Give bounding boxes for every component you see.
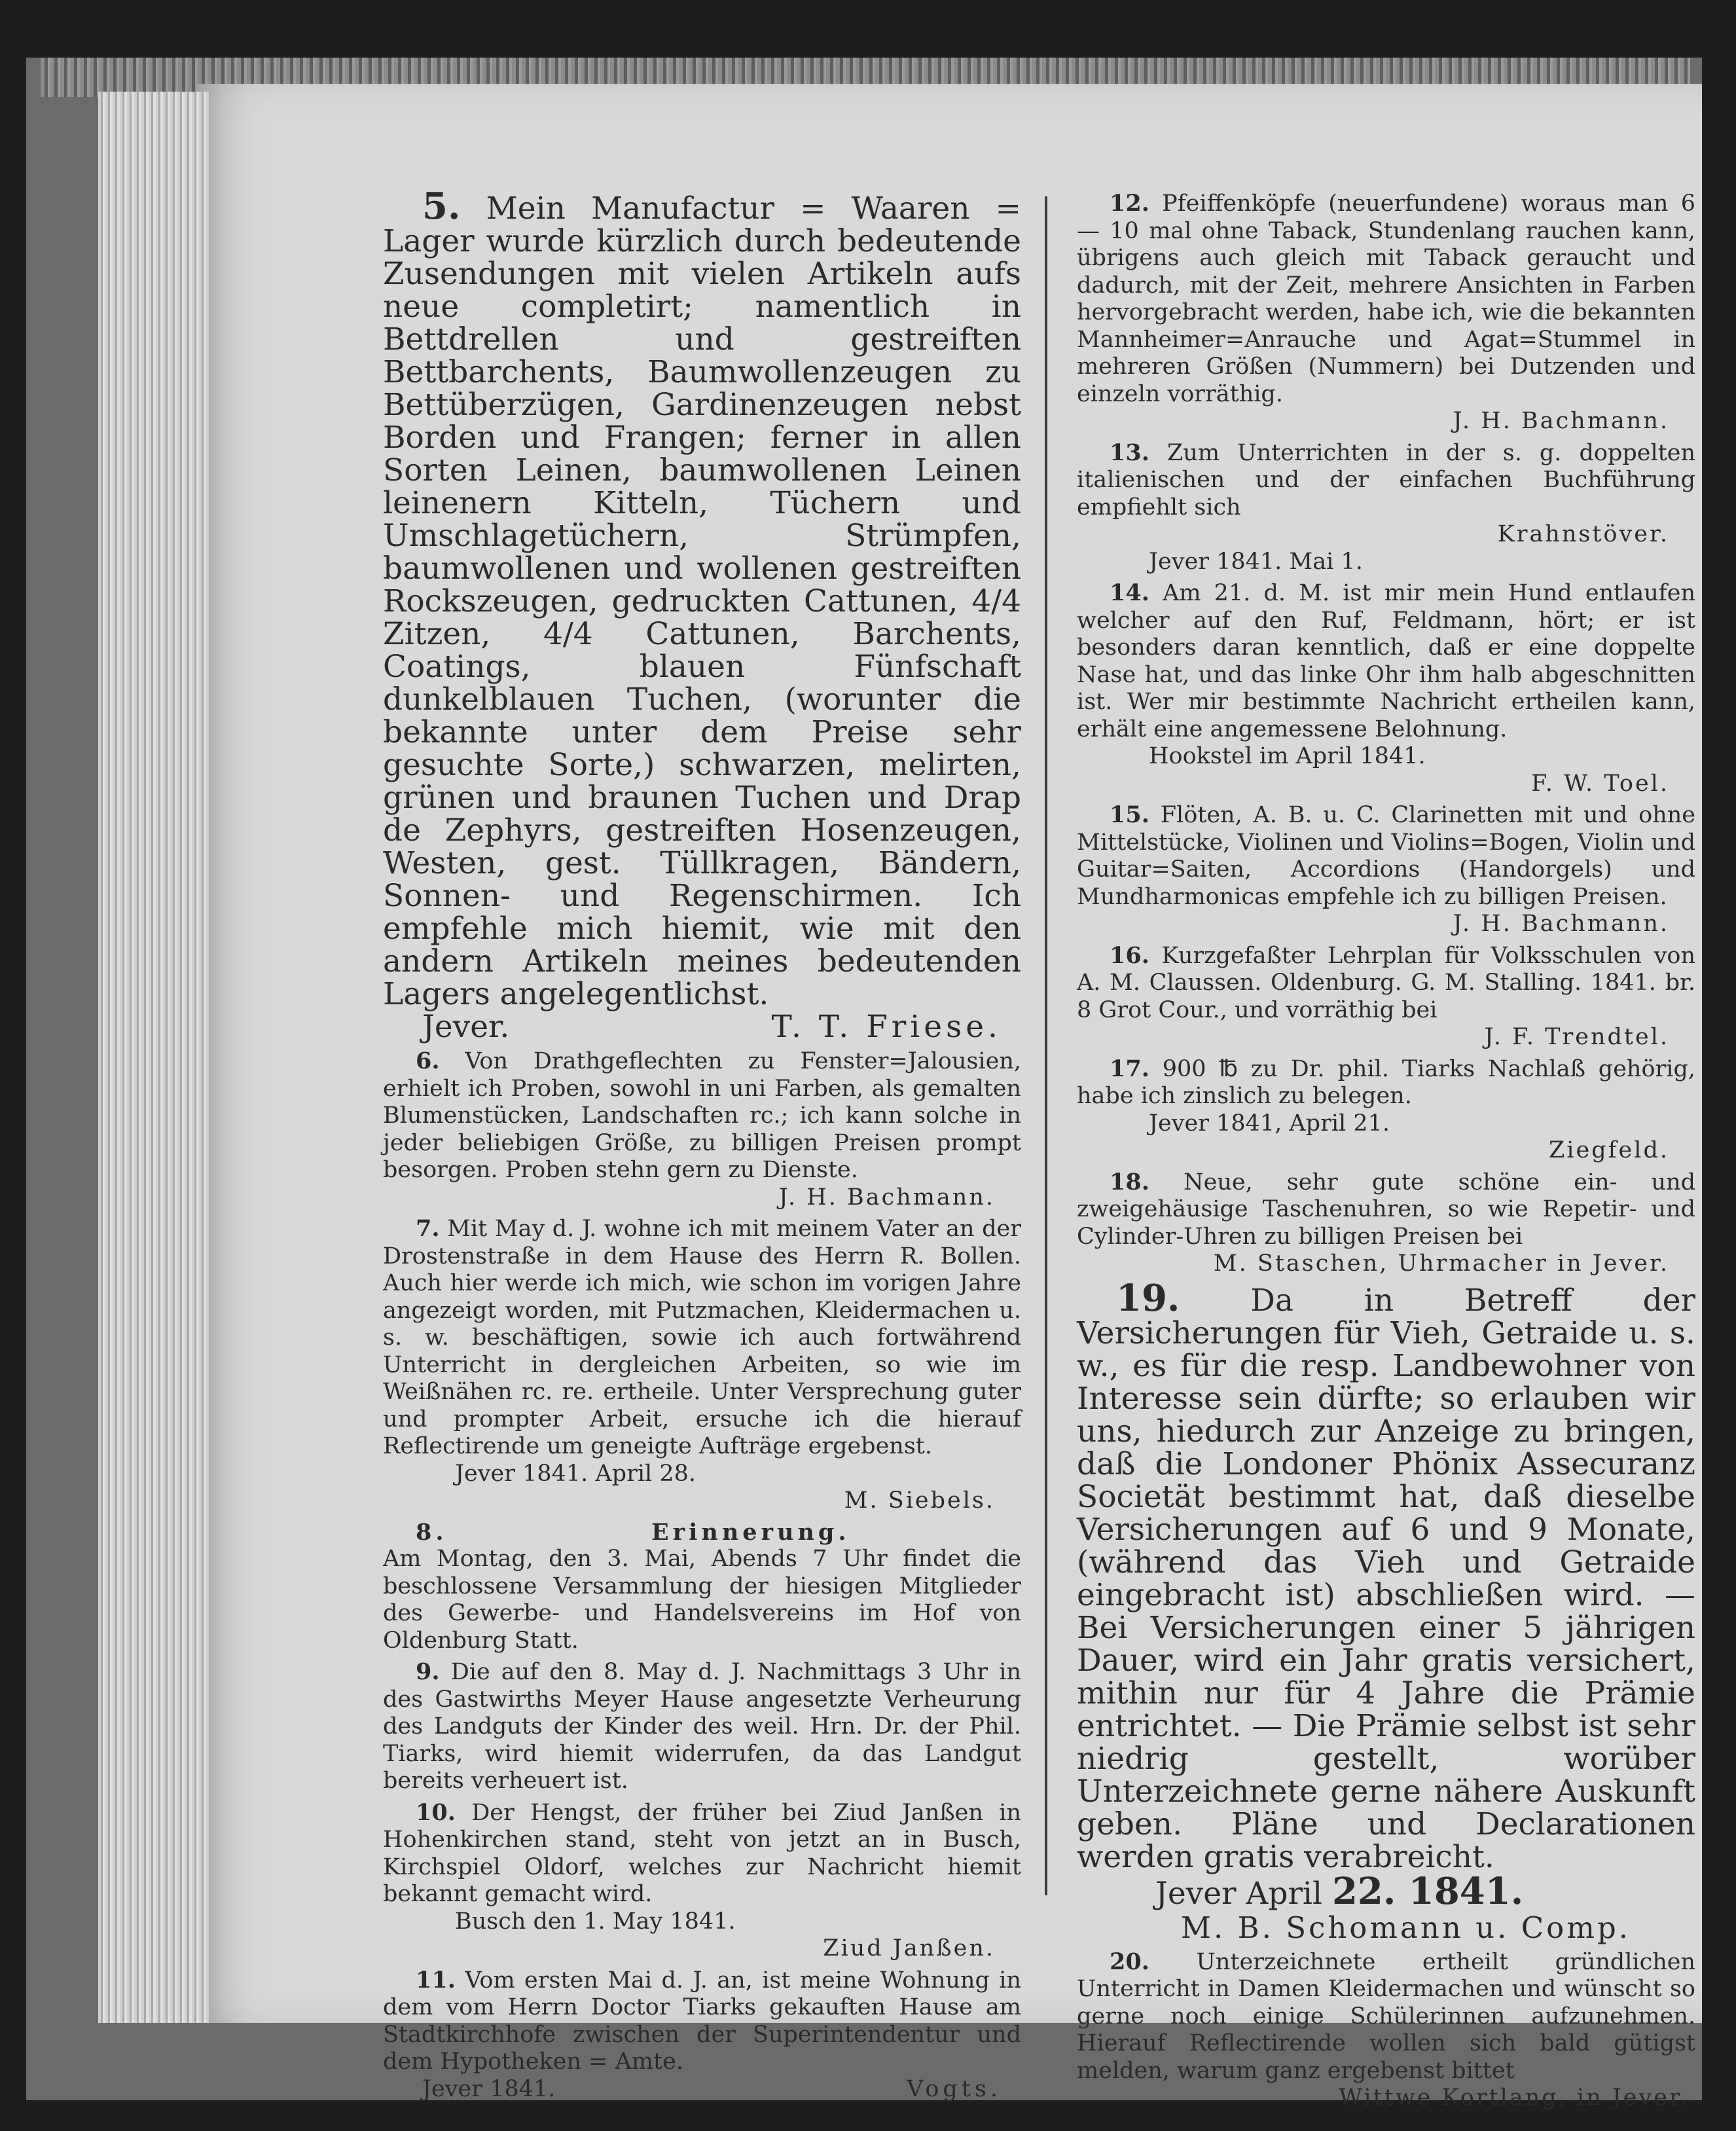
ad-footer bbox=[383, 2076, 1021, 2104]
ad-place: Jever 1841. April 28. bbox=[455, 1460, 696, 1487]
ad-text: Kurzgefaßter Lehrplan für Volksschulen von A. M. Claussen. Oldenburg. G. M. Stalling. 1841. br. 8 Grot Cour., und vorräthig bei bbox=[1077, 942, 1695, 1023]
ad-text: Vom ersten Mai d. J. an, ist meine Wohnung in dem vom Herrn Doctor Tiarks gekauften Hause am Stadtkirchhofe zwischen der Superintendentur und dem Hypotheken = Amte. bbox=[383, 1967, 1021, 2075]
ad-text: Am 21. d. M. ist mir mein Hund entlaufen welcher auf den Ruf, Feldmann, hört; er ist besonders daran kenntlich, daß er eine doppelte Nase hat, und das linke Ohr ihm halb abgeschnitten ist. Wer mir bestimmte Nachricht ertheilen kann, erhält eine angemessene Belohnung. bbox=[1077, 580, 1695, 742]
advertisement-13 bbox=[1077, 439, 1695, 576]
ad-signature: F. W. Toel. bbox=[1531, 770, 1669, 797]
column-divider bbox=[1045, 196, 1047, 1895]
ad-number: 12. bbox=[1110, 190, 1149, 217]
ad-footer bbox=[383, 1011, 1021, 1044]
right-column bbox=[1077, 190, 1695, 2116]
ad-place-date: 22. 1841. bbox=[1331, 1869, 1524, 1913]
ad-text: Zum Unterrichten in der s. g. doppelten italienischen und der einfachen Buchführung empfiehlt sich bbox=[1077, 439, 1695, 520]
ad-signature: M. Staschen, Uhrmacher in Jever. bbox=[1213, 1250, 1669, 1277]
ad-text: Der Hengst, der früher bei Ziud Janßen in Hohenkirchen stand, steht von jetzt an in Busch, Kirchspiel Oldorf, welches zur Nachricht hiemit bekannt gemacht wird. bbox=[383, 1799, 1021, 1907]
advertisement-10 bbox=[383, 1799, 1021, 1963]
advertisement-20 bbox=[1077, 1948, 1695, 2112]
ad-signature: J. H. Bachmann. bbox=[778, 1184, 995, 1211]
ad-text: Mit May d. J. wohne ich mit meinem Vater an der Drostenstraße in dem Hause des Herrn R. Bollen. Auch hier werde ich mich, wie schon im vorigen Jahre angezeigt worden, mit Putzmachen, Kleidermachen u. s. w. beschäftigen, sowie ich auch fortwährend Unterricht in dergleichen Arbeiten, so wie im Weißnähen rc. re. ertheile. Unter Versprechung guter und prompter Arbeit, ersuche ich die hierauf Reflectirende um geneigte Aufträge ergebenst. bbox=[383, 1216, 1021, 1459]
ad-place: Hookstel im April 1841. bbox=[1149, 743, 1426, 769]
ad-signature: T. T. Friese. bbox=[771, 1009, 1002, 1045]
ad-signature: Vogts. bbox=[907, 2075, 1002, 2102]
ad-number: 14. bbox=[1110, 579, 1149, 606]
ad-text: Neue, sehr gute schöne ein- und zweigehäusige Taschenuhren, so wie Repetir- und Cylinder-Uhren zu billigen Preisen bei bbox=[1077, 1169, 1695, 1250]
ad-signature: Ziud Janßen. bbox=[823, 1935, 995, 1961]
ad-text: Von Drathgeflechten zu Fenster=Jalousien, erhielt ich Proben, sowohl in uni Farben, als gemalten Blumenstücken, Landschaften rc.; ich kann solche in jeder beliebigen Größe, zu billigen Preisen prompt besorgen. Proben stehn gern zu Dienste. bbox=[383, 1048, 1021, 1183]
advertisement-19 bbox=[1077, 1276, 1695, 1945]
ad-number: 17. bbox=[1110, 1055, 1149, 1082]
advertisement-17 bbox=[1077, 1055, 1695, 1165]
ad-title: Erinnerung. bbox=[651, 1518, 850, 1546]
ad-place: Jever 1841. Mai 1. bbox=[1149, 548, 1363, 575]
ad-text: Die auf den 8. May d. J. Nachmittags 3 Uhr in des Gastwirths Meyer Hause angesetzte Verheurung des Landguts der Kinder des weil. Hrn. Dr. der Phil. Tiarks, wird hiemit widerrufen, da das Landgut bereits verheuert ist. bbox=[383, 1659, 1021, 1794]
ad-place bbox=[1077, 1869, 1695, 1913]
ad-signature: Krahnstöver. bbox=[1497, 521, 1669, 547]
advertisement-16 bbox=[1077, 942, 1695, 1051]
advertisement-9 bbox=[383, 1658, 1021, 1795]
ad-place: Jever 1841. bbox=[422, 2075, 556, 2102]
advertisement-12 bbox=[1077, 190, 1695, 435]
ad-number: 20. bbox=[1110, 1948, 1149, 1975]
ad-number: 18. bbox=[1110, 1168, 1149, 1195]
advertisement-18 bbox=[1077, 1169, 1695, 1278]
ad-number: 9. bbox=[416, 1658, 440, 1685]
ad-text: Unterzeichnete ertheilt gründlichen Unterricht in Damen Kleidermachen und wünscht so gerne noch einige Schülerinnen aufzunehmen. Hierauf Reflectirende wollen sich bald gütigst melden, warum ganz ergebenst bittet bbox=[1077, 1948, 1695, 2084]
ad-text: Am Montag, den 3. Mai, Abends 7 Uhr findet die beschlossene Versammlung der hiesigen Mitglieder des Gewerbe- und Handelsvereins im Hof von Oldenburg Statt. bbox=[383, 1546, 1021, 1654]
ad-number: 11. bbox=[416, 1966, 456, 1994]
advertisement-8 bbox=[383, 1519, 1021, 1655]
ad-text: Pfeiffenköpfe (neuerfundene) woraus man 6 — 10 mal ohne Taback, Stundenlang rauchen kann, übrigens auch gleich mit Taback geraucht und dadurch, mit der Zeit, mehrere Ansichten in Farben hervorgebracht werden, habe ich, wie die bekannten Mannheimer=Anrauche und Agat=Stummel in mehreren Größen (Nummern) bei Dutzenden und einzeln vorräthig. bbox=[1077, 191, 1695, 407]
ad-signature: Wittwe Kortlang, in Jever. bbox=[1339, 2085, 1689, 2111]
ad-text: Flöten, A. B. u. C. Clarinetten mit und ohne Mittelstücke, Violinen und Violins=Bogen, Violin und Guitar=Saiten, Accordions (Handorgels) und Mundharmonicas empfehle ich zu billigen Preisen. bbox=[1077, 802, 1695, 910]
ad-signature: Ziegfeld. bbox=[1548, 1137, 1669, 1163]
ad-number: 7. bbox=[416, 1215, 440, 1242]
ad-number: 16. bbox=[1110, 941, 1149, 969]
ad-signature: M. B. Schomann u. Comp. bbox=[1180, 1910, 1631, 1945]
ad-signature: J. F. Trendtel. bbox=[1484, 1024, 1669, 1050]
advertisement-11 bbox=[383, 1967, 1021, 2104]
ad-number: 13. bbox=[1110, 439, 1149, 466]
ad-number: 8. bbox=[416, 1518, 448, 1546]
page-edges bbox=[98, 92, 209, 2023]
ad-number: 5. bbox=[422, 185, 461, 228]
ad-place: Jever 1841, April 21. bbox=[1149, 1110, 1390, 1137]
ad-signature: J. H. Bachmann. bbox=[1453, 911, 1669, 937]
ad-signature: M. Siebels. bbox=[844, 1487, 995, 1514]
ad-text: Mein Manufactur = Waaren = Lager wurde kürzlich durch bedeutende Zusendungen mit vielen Artikeln aufs neue completirt; namentlich in Bettdrellen und gestreiften Bettbarchents, Baumwollenzeugen zu Bettüberzügen, Gardinenzeugen nebst Borden und Frangen; ferner in allen Sorten Leinen, baumwollenen Leinen leinenern Kitteln, Tüchern und Umschlagetüchern, Strümpfen, baumwollenen und wollenen gestreiften Rockszeugen, gedruckten Cattunen, 4/4 Zitzen, 4/4 Cattunen, Barchents, Coatings, blauen Fünfschaft dunkelblauen Tuchen, (worunter die bekannte unter dem Preise sehr gesuchte Sorte,) schwarzen, melirten, grünen und braunen Tuchen und Drap de Zephyrs, gestreiften Hosenzeugen, Westen, gest. Tüllkragen, Bändern, Sonnen- und Regenschirmen. Ich empfehle mich hiemit, wie mit den andern Artikeln meines bedeutenden Lagers angelegentlichst. bbox=[383, 191, 1021, 1012]
ad-signature: J. H. Bachmann. bbox=[1453, 408, 1669, 434]
left-column bbox=[383, 185, 1021, 2107]
ad-place: Busch den 1. May 1841. bbox=[455, 1908, 736, 1935]
advertisement-5 bbox=[383, 185, 1021, 1045]
advertisement-7 bbox=[383, 1215, 1021, 1515]
ad-text: 900 ℔ zu Dr. phil. Tiarks Nachlaß gehörig, habe ich zinslich zu belegen. bbox=[1077, 1055, 1695, 1109]
advertisement-15 bbox=[1077, 801, 1695, 938]
advertisement-6 bbox=[383, 1047, 1021, 1211]
ad-number: 19. bbox=[1116, 1276, 1180, 1320]
ad-text: Da in Betreff der Versicherungen für Vieh, Getraide u. s. w., es für die resp. Landbewohner von Interesse sein dürfte; so erlauben wir uns, hiedurch zur Anzeige zu bringen, daß die Londoner Phönix Assecuranz Societät bestimmt hat, daß dieselbe Versicherungen auf 6 und 9 Monate, (während das Vieh und Getraide eingebracht ist) abschließen wird. — Bei Versicherungen einer 5 jährigen Dauer, wird ein Jahr gratis versichert, mithin nur für 4 Jahre die Prämie entrichtet. — Die Prämie selbst ist sehr niedrig gestellt, worüber Unterzeichnete gerne nähere Auskunft geben. Pläne und Declarationen werden gratis verabreicht. bbox=[1077, 1282, 1695, 1875]
ad-heading bbox=[383, 1519, 1021, 1546]
ad-number: 15. bbox=[1110, 801, 1149, 828]
ad-number: 10. bbox=[416, 1798, 456, 1826]
ad-number: 6. bbox=[416, 1047, 440, 1074]
ad-place-prefix: Jever April bbox=[1155, 1875, 1322, 1912]
ad-place: Jever. bbox=[422, 1009, 510, 1045]
advertisement-14 bbox=[1077, 579, 1695, 797]
